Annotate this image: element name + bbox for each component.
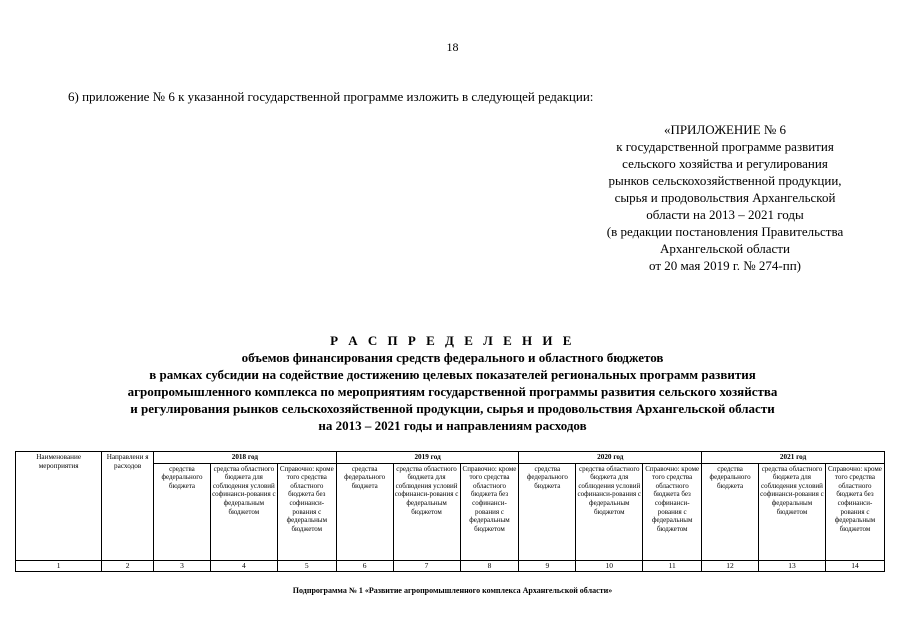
intro-text: 6) приложение № 6 к указанной государственной программе изложить в следующей редакции: [68,89,594,104]
subheader-federal: средства федерального бюджета [519,463,576,560]
header-expense-direction: Направлени я расходов [102,452,154,561]
appendix-line: к государственной программе развития [616,139,834,154]
subheader-federal: средства федерального бюджета [336,463,393,560]
column-number: 5 [277,560,336,571]
column-number: 3 [154,560,211,571]
appendix-line: «ПРИЛОЖЕНИЕ № 6 [663,122,787,137]
column-number: 10 [576,560,643,571]
column-number: 9 [519,560,576,571]
page-number: 18 [446,40,459,54]
heading-title: Р А С П Р Е Д Е Л Е Н И Е [330,333,575,348]
appendix-line: Архангельской области [660,241,790,256]
subheader-regional-cofinance: средства областного бюджета для соблюдения условий софинанси-рования с федеральным бюджетом [576,463,643,560]
heading-line: на 2013 – 2021 годы и направлениям расходов [318,418,587,433]
column-number: 8 [460,560,519,571]
column-number: 4 [210,560,277,571]
subprogram-title: Подпрограмма № 1 «Развитие агропромышленного комплекса Архангельской области» [292,586,613,595]
subheader-regional-cofinance: средства областного бюджета для соблюдения условий софинанси-рования с федеральным бюджетом [393,463,460,560]
subheader-reference: Справочно: кроме того средства областного бюджета без софинанси-рования с федеральным бюджетом [643,463,702,560]
distribution-table [15,451,885,572]
column-number: 7 [393,560,460,571]
table-header-row [16,452,885,464]
header-year: 2018 год [154,452,337,464]
heading-line: и регулирования рынков сельскохозяйственной продукции, сырья и продовольствия Архангельской области [130,401,775,416]
header-year: 2021 год [702,452,885,464]
column-number: 2 [102,560,154,571]
subheader-federal: средства федерального бюджета [702,463,759,560]
column-number: 12 [702,560,759,571]
column-number-row [16,560,885,571]
subheader-federal: средства федерального бюджета [154,463,211,560]
header-year: 2020 год [519,452,702,464]
column-number: 1 [16,560,102,571]
appendix-block [560,121,890,274]
subheader-regional-cofinance: средства областного бюджета для соблюдения условий софинанси-рования с федеральным бюджетом [758,463,825,560]
column-number: 6 [336,560,393,571]
appendix-line: сырья и продовольствия Архангельской [614,190,836,205]
appendix-line: рынков сельскохозяйственной продукции, [608,173,842,188]
header-year: 2019 год [336,452,519,464]
subheader-regional-cofinance: средства областного бюджета для соблюдения условий софинанси-рования с федеральным бюджетом [210,463,277,560]
header-measure-name: Наименование мероприятия [16,452,102,561]
subheader-reference: Справочно: кроме того средства областного бюджета без софинанси-рования с федеральным бюджетом [277,463,336,560]
appendix-line: от 20 мая 2019 г. № 274-пп) [649,258,801,273]
column-number: 13 [758,560,825,571]
heading-line: объемов финансирования средств федерального и областного бюджетов [241,350,664,365]
subheader-reference: Справочно: кроме того средства областного бюджета без софинанси-рования с федеральным бюджетом [825,463,884,560]
subheader-reference: Справочно: кроме того средства областного бюджета без софинанси-рования с федеральным бюджетом [460,463,519,560]
appendix-line: сельского хозяйства и регулирования [622,156,828,171]
column-number: 11 [643,560,702,571]
appendix-line: (в редакции постановления Правительства [606,224,844,239]
heading-line: агропромышленного комплекса по мероприятиям государственной программы развития сельского хозяйства [127,384,778,399]
column-number: 14 [825,560,884,571]
appendix-line: области на 2013 – 2021 годы [646,207,804,222]
heading-line: в рамках субсидии на содействие достижению целевых показателей региональных программ развития [149,367,756,382]
document-heading [0,332,905,434]
